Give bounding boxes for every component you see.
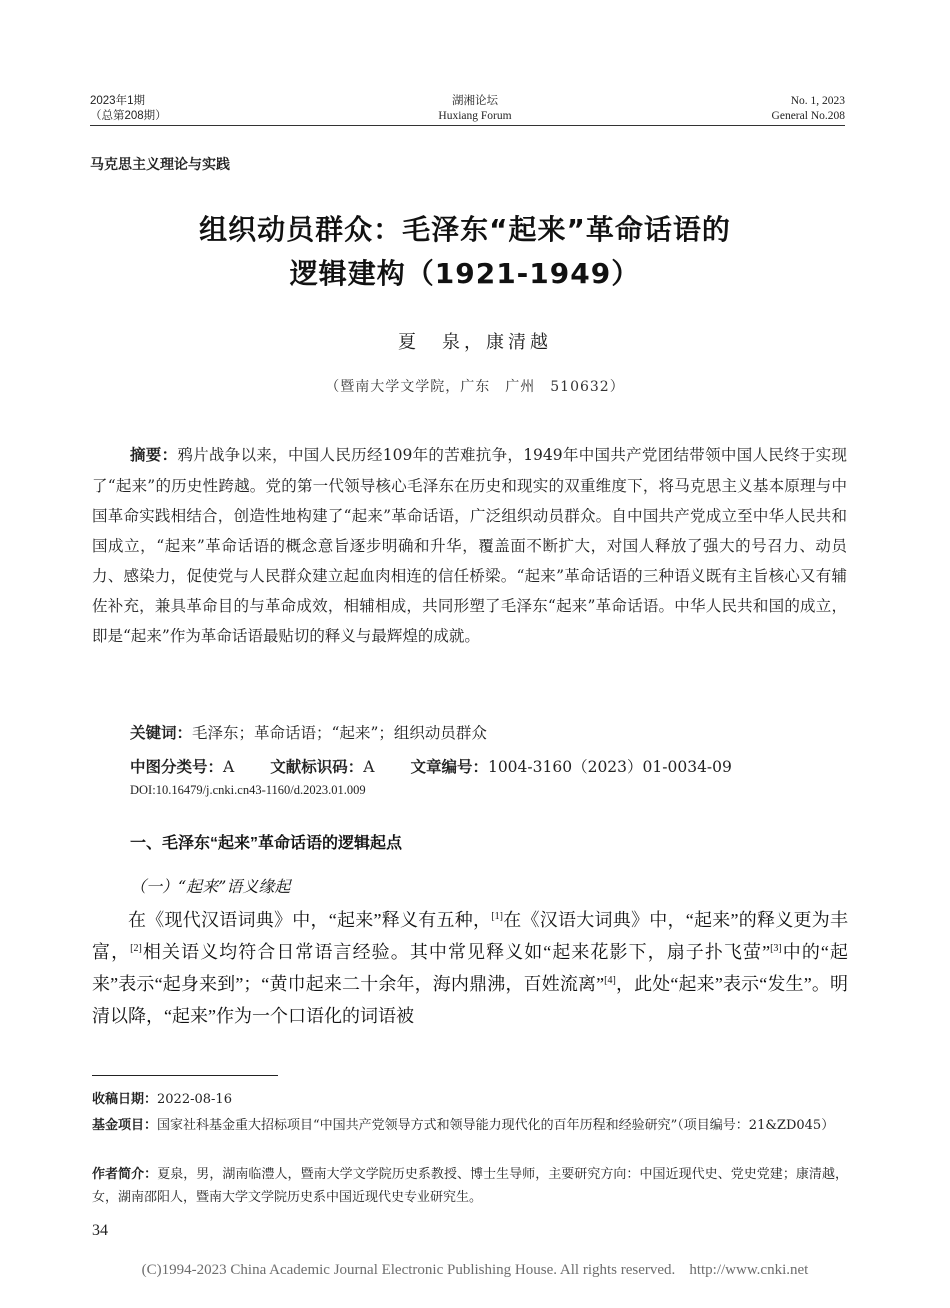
doi: DOI:10.16479/j.cnki.cn43-1160/d.2023.01.009 — [130, 783, 366, 797]
article-title-line-2: 逻辑建构（1921-1949） — [289, 257, 641, 290]
keywords-label: 关键词： — [130, 725, 193, 742]
article-number-label: 文章编号： — [410, 759, 488, 776]
body-segment: 相关语义均符合日常语言经验。其中常见释义如“起来花影下，扇子扑飞萤” — [141, 942, 771, 962]
issue-line-2: （总第208期） — [90, 110, 167, 122]
number-line-2: General No.208 — [771, 110, 845, 122]
journal-name-cn: 湖湘论坛 — [452, 95, 498, 107]
fund-project — [92, 1113, 848, 1137]
author-bio — [92, 1162, 848, 1209]
citation-ref: [3] — [770, 943, 782, 954]
subsection-heading: （一）“起来”语义缘起 — [130, 877, 291, 896]
number-line-1: No. 1, 2023 — [790, 95, 845, 107]
section-heading: 一、毛泽东“起来”革命话语的逻辑起点 — [130, 835, 403, 852]
clc-label: 中图分类号： — [130, 759, 224, 776]
received-label: 收稿日期： — [92, 1091, 158, 1106]
affiliation: （暨南大学文学院，广东 广州 510632） — [325, 379, 625, 395]
article-title-line-1: 组织动员群众：毛泽东“起来”革命话语的 — [199, 213, 731, 246]
fund-label: 基金项目： — [92, 1117, 158, 1132]
abstract — [92, 440, 847, 651]
keywords-text: 毛泽东；革命话语；“起来”；组织动员群众 — [192, 724, 487, 742]
body-segment: 在《汉语大词典》中，“起来”的释义更为丰富， — [92, 910, 848, 962]
abstract-label: 摘要： — [130, 447, 178, 464]
authors: 夏 泉，康清越 — [398, 332, 552, 353]
copyright-footer — [0, 1262, 950, 1279]
doc-code-value: A — [363, 758, 375, 776]
clc-value: A — [223, 758, 235, 776]
article-number-value: 1004-3160（2023）01-0034-09 — [487, 758, 732, 776]
citation-ref: [2] — [130, 943, 142, 954]
keywords — [130, 718, 487, 749]
body-paragraph — [92, 904, 848, 1032]
fund-value: 国家社科基金重大招标项目“中国共产党领导方式和领导能力现代化的百年历程和经验研究”（项目编号：21&ZD045） — [157, 1118, 835, 1133]
footnote-rule — [92, 1075, 278, 1076]
page-number: 34 — [92, 1222, 108, 1239]
cnki-link[interactable]: http://www.cnki.net — [689, 1262, 809, 1278]
bio-label: 作者简介： — [92, 1166, 158, 1181]
abstract-text: 鸦片战争以来，中国人民历经109年的苦难抗争，1949年中国共产党团结带领中国人民终于实现了“起来”的历史性跨越。党的第一代领导核心毛泽东在历史和现实的双重维度下，将马克思主义基本原理与中国革命实践相结合，创造性地构建了“起来”革命话语，广泛组织动员群众。自中国共产党成立至中华人民共和国成立，“起来”革命话语的概念意旨逐步明确和升华，覆盖面不断扩大，对国人释放了强大的号召力、动员力、感染力，促使党与人民群众建立起血肉相连的信任桥梁。“起来”革命话语的三种语义既有主旨核心又有辅佐补充，兼具革命目的与革命成效，相辅相成，共同形塑了毛泽东“起来”革命话语。中华人民共和国的成立，即是“起来”作为革命话语最贴切的释义与最辉煌的成就。 — [92, 446, 847, 645]
copyright-text: (C)1994-2023 China Academic Journal Electronic Publishing House. All rights reserved. — [141, 1262, 676, 1278]
number-info — [772, 94, 845, 124]
doc-code-label: 文献标识码： — [270, 759, 364, 776]
journal-name-en: Huxiang Forum — [438, 110, 512, 122]
received-value: 2022-08-16 — [157, 1092, 232, 1107]
body-segment: 中的“起来”表示“起身来到”；“黄巾起来二十余年，海内鼎沸，百姓流离” — [92, 942, 848, 994]
citation-ref: [4] — [604, 975, 616, 986]
classification-line — [130, 752, 732, 783]
issue-line-1: 2023年1期 — [90, 95, 145, 107]
body-segment: ，此处“起来”表示“发生”。明清以降，“起来”作为一个口语化的词语被 — [92, 974, 848, 1026]
received-date — [92, 1087, 848, 1111]
column-name: 马克思主义理论与实践 — [90, 156, 230, 172]
body-text — [92, 904, 848, 1032]
header-rule — [90, 125, 845, 126]
citation-ref: [1] — [491, 911, 503, 922]
body-segment: 在《现代汉语词典》中，“起来”释义有五种， — [128, 910, 492, 930]
bio-value: 夏泉，男，湖南临澧人，暨南大学文学院历史系教授、博士生导师，主要研究方向：中国近现代史、党史党建；康清越，女，湖南邵阳人，暨南大学文学院历史系中国近现代史专业研究生。 — [92, 1167, 848, 1205]
